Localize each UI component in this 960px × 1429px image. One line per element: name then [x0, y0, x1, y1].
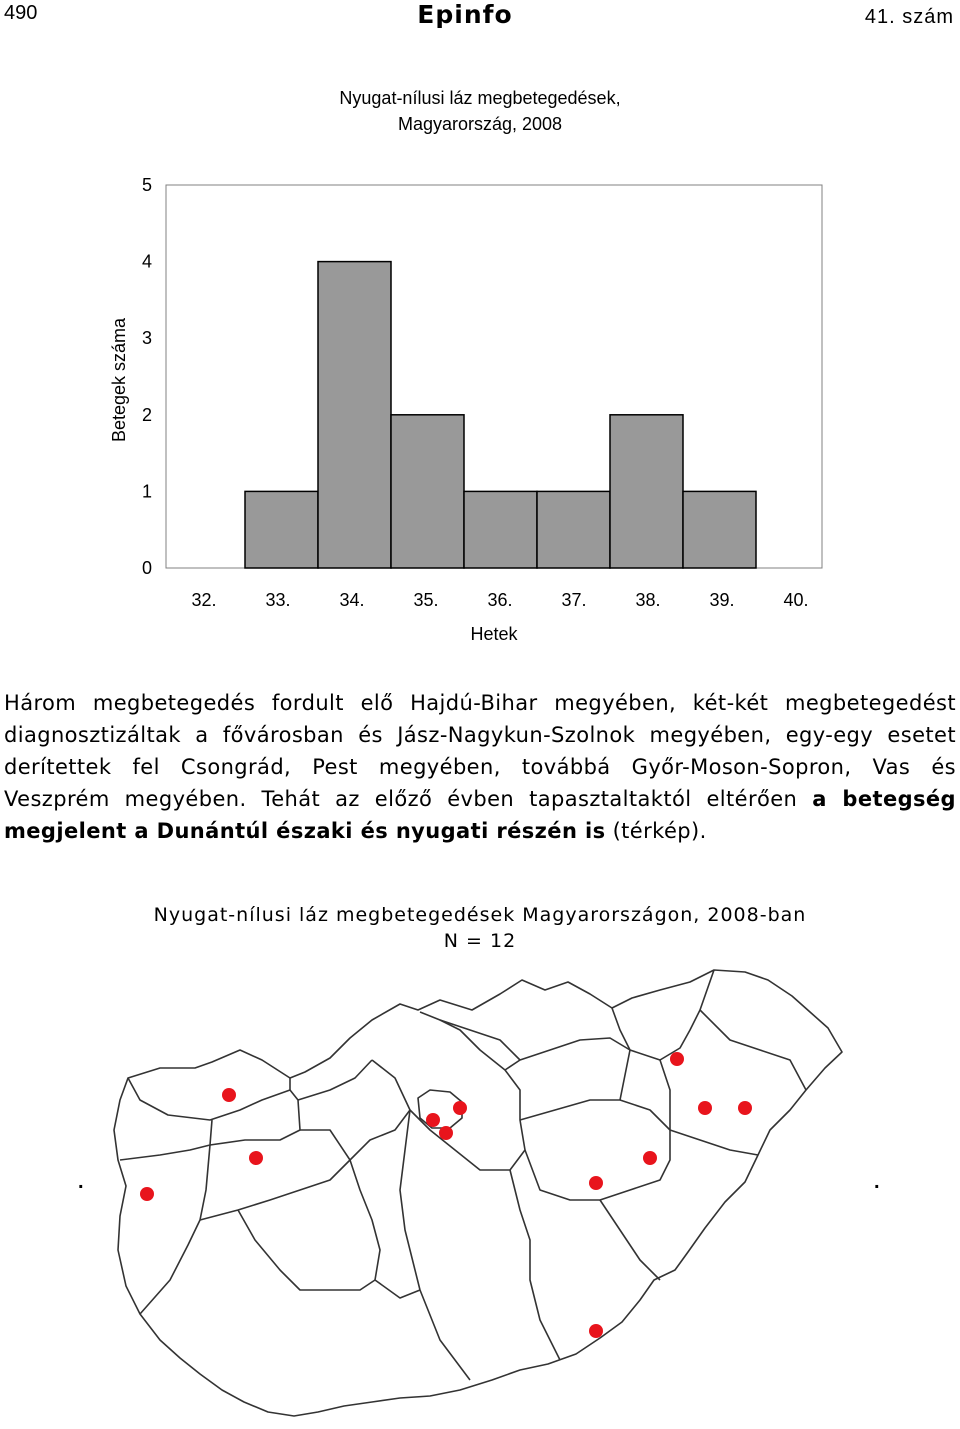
- border-heves: [505, 1038, 630, 1100]
- border-bekes: [600, 1200, 660, 1280]
- paragraph-text-1: Három megbetegedés fordult elő Hajdú-Bihar megyében, két-két megbetegedést diagnosztizáltak a fővárosban és Jász-Nagykun-Szolnok megyében, egy-egy esetet derítettek fel Csongrád, Pest megyében, továbbá Győr-Moson-Sopron, Vas és Veszprém megyében. Tehát az előző évben tapasztaltaktól eltérően: [4, 691, 956, 811]
- hungary-county-map: [0, 950, 960, 1429]
- y-tick-label: 1: [141, 481, 152, 502]
- border-tolna: [350, 1160, 420, 1298]
- y-tick-label: 2: [141, 404, 152, 425]
- case-dot-szolnok-1: [589, 1176, 603, 1190]
- y-tick-label: 4: [141, 251, 152, 272]
- x-tick-label: 32.: [191, 590, 217, 610]
- y-axis-label: Betegek száma: [109, 317, 129, 443]
- border-fejer: [300, 1110, 410, 1160]
- bar: [391, 415, 464, 568]
- case-dot-hajdu-1: [670, 1052, 684, 1066]
- paragraph-emphasis: a betegség megjelent a Dunántúl északi és nyugati részén is: [4, 787, 956, 843]
- map-case-count: N = 12: [443, 930, 517, 952]
- issue-number: 41. szám: [864, 6, 954, 28]
- border-szabolcs: [700, 1010, 806, 1090]
- bar: [683, 491, 756, 568]
- case-dot-csongrad: [589, 1324, 603, 1338]
- bar: [537, 491, 610, 568]
- case-dot-szolnok-2: [643, 1151, 657, 1165]
- x-tick-label: 37.: [561, 590, 587, 610]
- y-tick-label: 5: [141, 175, 152, 195]
- case-dot-budapest-2: [439, 1126, 453, 1140]
- paragraph-text-2: (térkép).: [605, 819, 707, 843]
- case-dot-pest: [453, 1101, 467, 1115]
- x-tick-label: 34.: [339, 590, 365, 610]
- bar: [464, 491, 537, 568]
- x-tick-label: 36.: [487, 590, 513, 610]
- border-somogy: [200, 1160, 350, 1220]
- map-edge-mark-right: .: [874, 1171, 880, 1193]
- county-borders: [114, 970, 842, 1416]
- y-tick-label: 0: [141, 558, 152, 578]
- x-tick-label: 33.: [265, 590, 291, 610]
- map-edge-mark-left: .: [78, 1171, 84, 1193]
- bar-chart: [0, 70, 960, 655]
- chart-subtitle: Magyarország, 2008: [397, 114, 563, 134]
- journal-logo: Epinfo: [417, 0, 513, 29]
- case-dot-budapest-1: [426, 1113, 440, 1127]
- article-paragraph: [4, 687, 956, 847]
- border-gyor: [128, 1078, 290, 1120]
- border-vas: [120, 1120, 212, 1160]
- border-bacs: [400, 1110, 470, 1380]
- border-csongrad: [510, 1170, 560, 1360]
- y-axis: [142, 175, 152, 578]
- case-dot-veszprem: [249, 1151, 263, 1165]
- chart-title: Nyugat-nílusi láz megbetegedések,: [339, 88, 621, 108]
- bar: [318, 262, 391, 568]
- x-axis-label: Hetek: [470, 624, 518, 644]
- bars: [245, 262, 756, 568]
- map-title: Nyugat-nílusi láz megbetegedések Magyarországon, 2008-ban: [153, 904, 807, 926]
- border-zala: [140, 1145, 210, 1314]
- map-caption: [0, 902, 960, 954]
- country-outline: [114, 970, 842, 1416]
- x-tick-label: 40.: [783, 590, 809, 610]
- x-axis: [191, 590, 808, 610]
- bar: [610, 415, 683, 568]
- border-pest: [372, 1012, 525, 1170]
- bar: [245, 491, 318, 568]
- case-markers: [140, 1052, 752, 1338]
- case-dot-hajdu-2: [698, 1101, 712, 1115]
- border-komarom: [298, 1060, 372, 1100]
- border-borsod: [612, 970, 714, 1060]
- y-tick-label: 3: [141, 328, 152, 349]
- case-dot-gyor: [222, 1088, 236, 1102]
- case-dot-hajdu-3: [738, 1101, 752, 1115]
- border-baranya: [238, 1210, 375, 1290]
- x-tick-label: 38.: [635, 590, 661, 610]
- case-dot-vas: [140, 1187, 154, 1201]
- x-tick-label: 35.: [413, 590, 439, 610]
- page-number: 490: [4, 2, 38, 24]
- x-tick-label: 39.: [709, 590, 735, 610]
